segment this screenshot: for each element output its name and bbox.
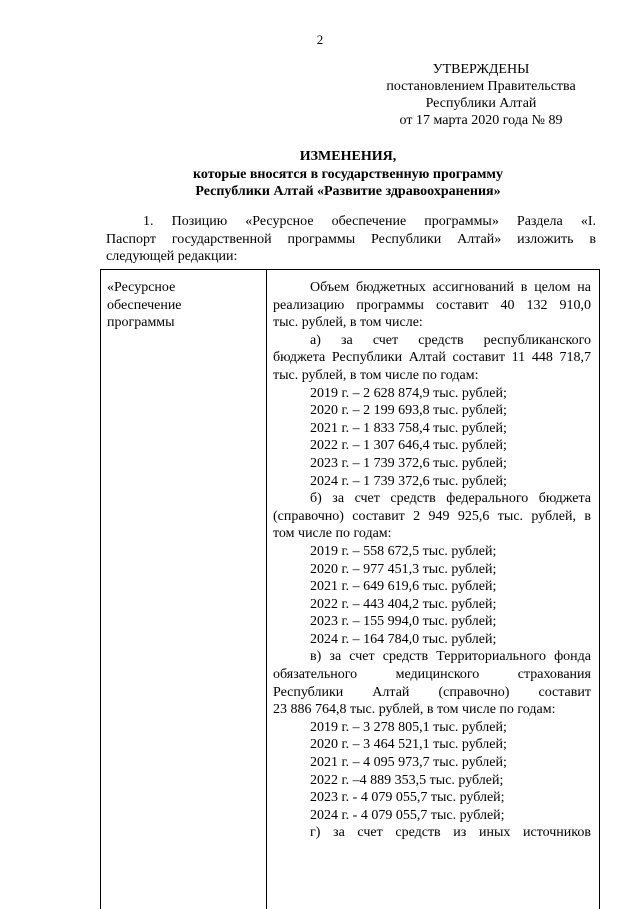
year-line: 2020 г. – 2 199 693,8 тыс. рублей; xyxy=(310,403,507,419)
year-line: 2023 г. – 155 994,0 тыс. рублей; xyxy=(310,614,497,630)
section-b-line: (справочно) составит 2 949 925,6 тыс. рублей, в xyxy=(273,508,591,524)
section-a-line: а) за счет средств республиканского xyxy=(310,332,591,348)
heading-title: ИЗМЕНЕНИЯ, xyxy=(299,149,397,164)
document-heading xyxy=(100,148,596,201)
section-c-line: обязательного медицинского страхования xyxy=(273,667,591,683)
year-line: 2020 г. – 3 464 521,1 тыс. рублей; xyxy=(310,737,507,753)
year-line: 2021 г. – 1 833 758,4 тыс. рублей; xyxy=(310,420,507,436)
section-d-line: г) за счет средств из иных источников xyxy=(310,825,591,841)
year-line: 2024 г. – 164 784,0 тыс. рублей; xyxy=(310,631,497,647)
heading-subtitle: которые вносятся в государственную программу xyxy=(193,166,503,182)
section-c-line: в) за счет средств Территориального фонда xyxy=(310,649,591,665)
approval-line: постановлением Правительства xyxy=(386,79,576,94)
column-divider xyxy=(266,270,267,909)
year-line: 2023 г. – 1 739 372,6 тыс. рублей; xyxy=(310,455,507,471)
year-line: 2022 г. – 1 307 646,4 тыс. рублей; xyxy=(310,438,507,454)
total-line: Объем бюджетных ассигнований в целом на xyxy=(310,280,591,295)
intro-line: 1. Позицию «Ресурсное обеспечение программы» Раздела «I. xyxy=(143,214,596,229)
left-cell-line: программы xyxy=(107,315,175,331)
approval-date: от 17 марта 2020 года № 89 xyxy=(399,113,563,128)
year-line: 2024 г. - 4 079 055,7 тыс. рублей; xyxy=(310,807,505,823)
left-cell-line: обеспечение xyxy=(107,297,182,313)
year-line: 2019 г. – 2 628 874,9 тыс. рублей; xyxy=(310,385,507,401)
left-cell-line: «Ресурсное xyxy=(107,280,176,295)
year-line: 2021 г. – 4 095 973,7 тыс. рублей; xyxy=(310,755,507,771)
intro-paragraph xyxy=(106,213,596,266)
total-line: реализацию программы составит 40 132 910,0 xyxy=(273,297,591,313)
resource-table xyxy=(100,269,600,909)
approval-line: Республики Алтай xyxy=(425,96,537,111)
section-c-line: 23 886 764,8 тыс. рублей, в том числе по годам: xyxy=(273,702,556,718)
year-line: 2019 г. – 558 672,5 тыс. рублей; xyxy=(310,543,497,559)
table-left-cell xyxy=(107,279,257,332)
section-b-line: б) за счет средств федерального бюджета xyxy=(310,491,591,507)
table-right-cell xyxy=(273,279,591,842)
intro-line: следующей редакции: xyxy=(106,249,238,265)
approval-block xyxy=(370,61,592,129)
approval-title: УТВЕРЖДЕНЫ xyxy=(432,62,530,77)
year-line: 2019 г. – 3 278 805,1 тыс. рублей; xyxy=(310,719,507,735)
year-line: 2021 г. – 649 619,6 тыс. рублей; xyxy=(310,579,497,595)
year-line: 2023 г. - 4 079 055,7 тыс. рублей; xyxy=(310,790,505,806)
year-line: 2020 г. – 977 451,3 тыс. рублей; xyxy=(310,561,497,577)
section-b-line: том числе по годам: xyxy=(273,526,392,542)
section-a-line: тыс. рублей, в том числе по годам: xyxy=(273,367,479,383)
year-line: 2022 г. – 443 404,2 тыс. рублей; xyxy=(310,596,497,612)
heading-subtitle: Республики Алтай «Развитие здравоохранения» xyxy=(195,184,501,199)
intro-line: Паспорт государственной программы Республики Алтай» изложить в xyxy=(106,231,596,247)
total-line: тыс. рублей, в том числе: xyxy=(273,315,423,331)
section-a-line: бюджета Республики Алтай составит 11 448 718,7 xyxy=(273,350,591,366)
section-c-line: Республики Алтай (справочно) составит xyxy=(273,684,591,700)
year-line: 2022 г. –4 889 353,5 тыс. рублей; xyxy=(310,772,504,788)
year-line: 2024 г. – 1 739 372,6 тыс. рублей; xyxy=(310,473,507,489)
page-number: 2 xyxy=(316,32,324,47)
